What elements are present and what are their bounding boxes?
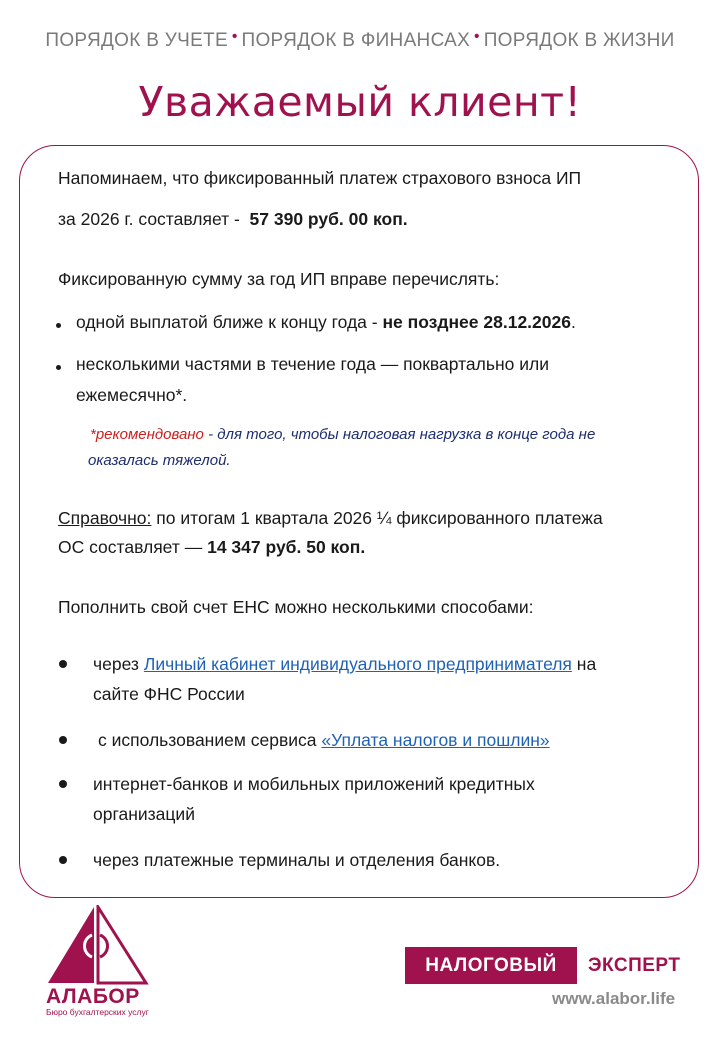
p1-amount: 57 390 руб. 00 коп. [249,209,408,229]
ref-line-2 [58,532,365,562]
bullet-1-label: одной выплатой ближе к концу года - [76,312,378,332]
tax-payment-service-link[interactable]: «Уплата налогов и пошлин» [321,730,550,750]
logo-subtitle: Бюро бухгалтерских услуг [46,1007,149,1017]
note-recommended: *рекомендовано [90,426,204,443]
page-title: Уважаемый клиент! [138,78,582,126]
lk-ip-link[interactable]: Личный кабинет индивидуального предпринимателя [143,654,572,674]
bullet-dot-2 [56,365,61,370]
bullet-1-text [76,307,576,337]
ref-line-1 [58,503,603,533]
p1-line-2 [58,204,408,234]
way-dot-2 [59,736,67,744]
way-dot-4 [59,856,67,864]
way-1-line-2: сайте ФНС России [93,684,245,704]
website-link[interactable]: www.alabor.life [552,989,676,1008]
p1-line-1: Напоминаем, что фиксированный платеж страхового взноса ИП [58,168,582,188]
way-4-line: через платежные терминалы и отделения банков. [93,850,501,870]
tagline-part-2: ПОРЯДОК В ФИНАНСАХ [241,30,471,51]
brand-badge-right: ЭКСПЕРТ [588,955,681,976]
ref-text: по итогам 1 квартала 2026 ¼ фиксированного платежа [156,508,603,528]
bullet-2-line-1: несколькими частями в течение года — поквартально или [76,354,550,374]
info-card [19,145,699,898]
way-1-suffix: на [576,654,597,674]
tagline-dot-2: • [474,28,480,45]
way-1-prefix: через [93,654,139,674]
tagline-part-1: ПОРЯДОК В УЧЕТЕ [45,30,228,51]
bullet-dot-1 [56,323,61,328]
brand-badge: НАЛОГОВЫЙ [405,947,577,984]
tagline-dot-1: • [231,28,238,45]
way-dot-1 [59,660,67,668]
logo-name: АЛАБОР [46,985,140,1008]
note-line-2: оказалась тяжелой. [88,452,231,469]
ref-amount: 14 347 руб. 50 коп. [207,537,366,557]
way-2-line [98,725,550,755]
bullet-1-end: . [570,312,576,332]
p2-intro: Фиксированную сумму за год ИП вправе перечислять: [58,269,500,289]
way-3-line-1: интернет-банков и мобильных приложений кредитных [93,774,535,794]
ref-prefix: ОС составляет — [58,537,203,557]
note-line-1 [90,422,595,447]
bullet-2-line-2: ежемесячно*. [76,385,188,405]
ref-label: Справочно: [58,508,152,528]
way-3-line-2: организаций [93,804,195,824]
tagline-part-3: ПОРЯДОК В ЖИЗНИ [483,30,675,51]
header-tagline [0,30,720,52]
ways-intro: Пополнить свой счет ЕНС можно несколькими способами: [58,597,534,617]
way-2-prefix: с использованием сервиса [98,730,317,750]
note-text-1: - для того, чтобы налоговая нагрузка в конце года не [208,426,596,443]
p1-prefix: за 2026 г. составляет - [58,209,240,229]
way-1-line-1 [93,649,596,679]
bullet-1-deadline: не позднее 28.12.2026 [382,312,571,332]
way-dot-3 [59,780,67,788]
